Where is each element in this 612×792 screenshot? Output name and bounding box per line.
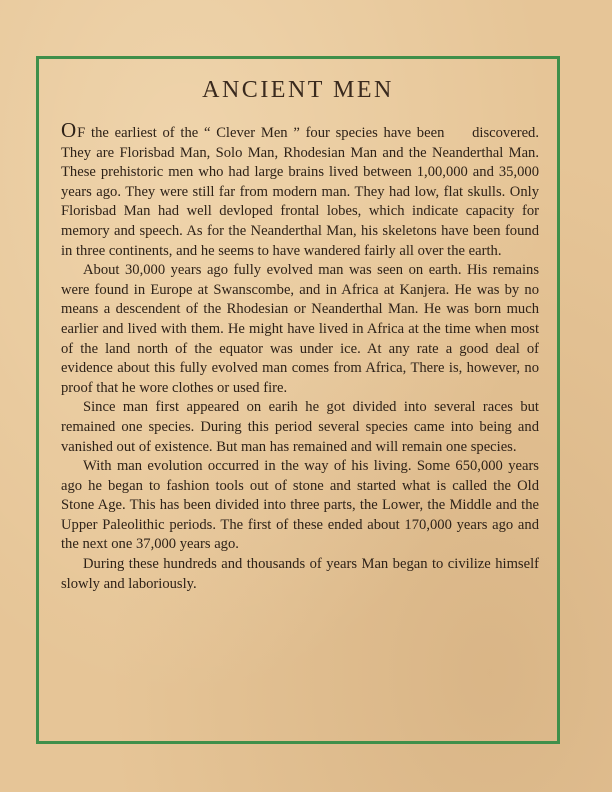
paragraph-1: [61, 118, 539, 261]
paragraph-5: During these hundreds and thousands of years Man began to civilize himself slowly and laboriously.: [61, 556, 539, 592]
paragraph-1-line-1: F the earliest of the “ Clever Men ” four species have been: [77, 125, 445, 141]
paragraph-1-rest: discovered. They are Florisbad Man, Solo Man, Rhodesian Man and the Neanderthal Man. These prehistoric men who had large brains lived between 1,00,000 and 35,000 years ago. They were still far from modern man. They had low, flat skulls. Only Florisbad Man had well devloped frontal lobes, which indicate capacity for memory and speech. As for the Neanderthal Man, his skeletons have been found in three continents, and he seems to have wandered fairly all over the earth.: [61, 125, 539, 259]
paragraph-4: With man evolution occurred in the way of his living. Some 650,000 years ago he began to fashion tools out of stone and started what is called the Old Stone Age. This has been divided into three parts, the Lower, the Middle and the Upper Paleolithic periods. The first of these ended about 170,000 years ago and the next one 37,000 years ago.: [61, 458, 539, 553]
paragraph-3: Since man first appeared on earih he got divided into several races but remained one species. During this period several species came into being and vanished out of existence. But man has remained and will remain one species.: [61, 399, 539, 455]
drop-cap: O: [61, 118, 77, 142]
article-body: [61, 118, 539, 594]
green-border-frame: [36, 56, 560, 744]
page-title: ANCIENT MEN: [202, 77, 394, 103]
paragraph-2: About 30,000 years ago fully evolved man was seen on earth. His remains were found in Europe at Swanscombe, and in Africa at Kanjera. He was by no means a descendent of the Rhodesian or Neanderthal Man. He was born much earlier and lived with them. He might have lived in Africa at the time when most of the land north of the equator was under ice. At any rate a good deal of evidence about this fully evolved man comes from Africa, There is, however, no proof that he wore clothes or used fire.: [61, 262, 539, 396]
